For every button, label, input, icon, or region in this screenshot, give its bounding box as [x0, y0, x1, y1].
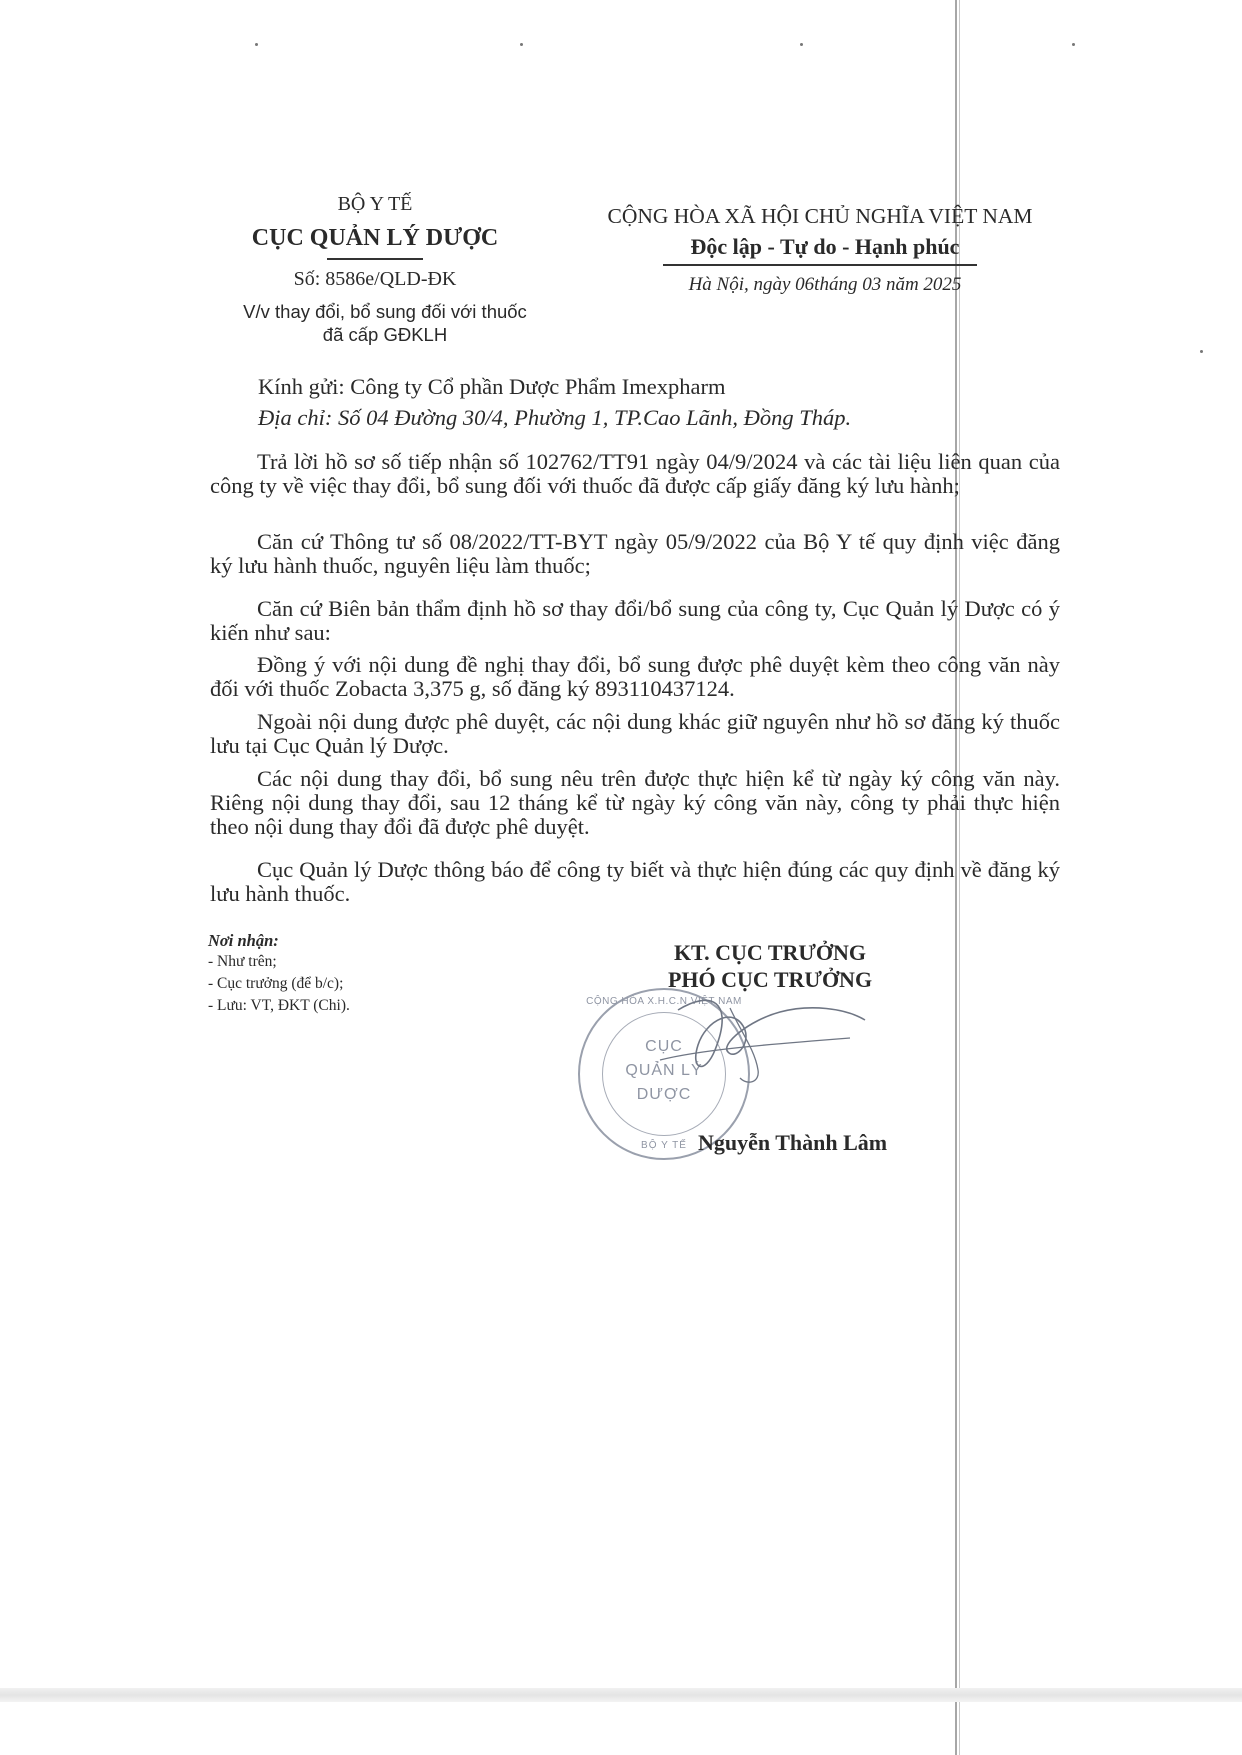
document-number: Số: 8586e/QLD-ĐK: [293, 268, 457, 290]
body-paragraph-5: Ngoài nội dung được phê duyệt, các nội dung khác giữ nguyên như hồ sơ đăng ký thuốc lưu tại Cục Quản lý Dược.: [210, 709, 1060, 758]
motto-underline: [663, 264, 977, 266]
body-paragraph-2: Căn cứ Thông tư số 08/2022/TT-BYT ngày 05/9/2022 của Bộ Y tế quy định việc đăng ký lưu hành thuốc, nguyên liệu làm thuốc;: [210, 529, 1060, 578]
signature-title-2: PHÓ CỤC TRƯỞNG: [667, 967, 873, 992]
place-date: Hà Nội, ngày 06tháng 03 năm 2025: [688, 274, 962, 295]
scan-dot: [800, 43, 803, 46]
stamp-ring-text: CỘNG HÒA X.H.C.N VIỆT NAM: [586, 996, 742, 1007]
recipients-title: Nơi nhận:: [208, 931, 279, 950]
agency-name: CỤC QUẢN LÝ DƯỢC: [251, 225, 499, 251]
recipient-item: - Cục trưởng (để b/c);: [208, 975, 344, 992]
addressee-address: Địa chỉ: Số 04 Đường 30/4, Phường 1, TP.Cao Lãnh, Đồng Tháp.: [258, 405, 852, 430]
stamp-text-line: QUẢN LÝ: [625, 1062, 703, 1079]
stamp-text-line: DƯỢC: [636, 1086, 692, 1103]
body-paragraph-1: Trả lời hồ sơ số tiếp nhận số 102762/TT91 ngày 04/9/2024 và các tài liệu liên quan của công ty về việc thay đổi, bổ sung đối với thuốc đã được cấp giấy đăng ký lưu hành;: [210, 449, 1060, 498]
subject-line-1: V/v thay đổi, bổ sung đối với thuốc: [243, 301, 527, 322]
national-motto: Độc lập - Tự do - Hạnh phúc: [690, 234, 960, 259]
scan-dot: [1200, 350, 1203, 353]
body-paragraph-4: Đồng ý với nội dung đề nghị thay đổi, bổ sung được phê duyệt kèm theo công văn này đối với thuốc Zobacta 3,375 g, số đăng ký 893110437124.: [210, 652, 1060, 701]
recipient-item: - Lưu: VT, ĐKT (Chi).: [208, 997, 350, 1014]
scan-artifact-band: [0, 1688, 1242, 1702]
body-paragraph-7: Cục Quản lý Dược thông báo để công ty biết và thực hiện đúng các quy định về đăng ký lưu hành thuốc.: [210, 857, 1060, 906]
scan-dot: [1072, 43, 1075, 46]
stamp-text-line: CỤC: [645, 1038, 683, 1055]
header-underline: [327, 258, 423, 260]
addressee-to: Kính gửi: Công ty Cổ phần Dược Phẩm Imexpharm: [258, 374, 726, 399]
stamp-bottom-text: BỘ Y TẾ: [641, 1140, 687, 1151]
scan-dot: [255, 43, 258, 46]
body-paragraph-3: Căn cứ Biên bản thẩm định hồ sơ thay đổi/bổ sung của công ty, Cục Quản lý Dược có ý kiến như sau:: [210, 596, 1060, 645]
body-paragraph-6: Các nội dung thay đổi, bổ sung nêu trên được thực hiện kể từ ngày ký công văn này. Riêng nội dung thay đổi, sau 12 tháng kể từ ngày ký công văn này, công ty phải thực hiện theo nội dung thay đổi đã được phê duyệt.: [210, 766, 1060, 839]
signature-title-1: KT. CỤC TRƯỞNG: [673, 940, 867, 965]
scan-dot: [520, 43, 523, 46]
signer-name: Nguyễn Thành Lâm: [698, 1130, 888, 1155]
nation-title: CỘNG HÒA XÃ HỘI CHỦ NGHĨA VIỆT NAM: [607, 204, 1033, 228]
recipient-item: - Như trên;: [208, 953, 277, 970]
subject-line-2: đã cấp GĐKLH: [322, 324, 448, 345]
ministry-name: BỘ Y TẾ: [337, 193, 413, 215]
handwritten-signature: [640, 990, 880, 1110]
